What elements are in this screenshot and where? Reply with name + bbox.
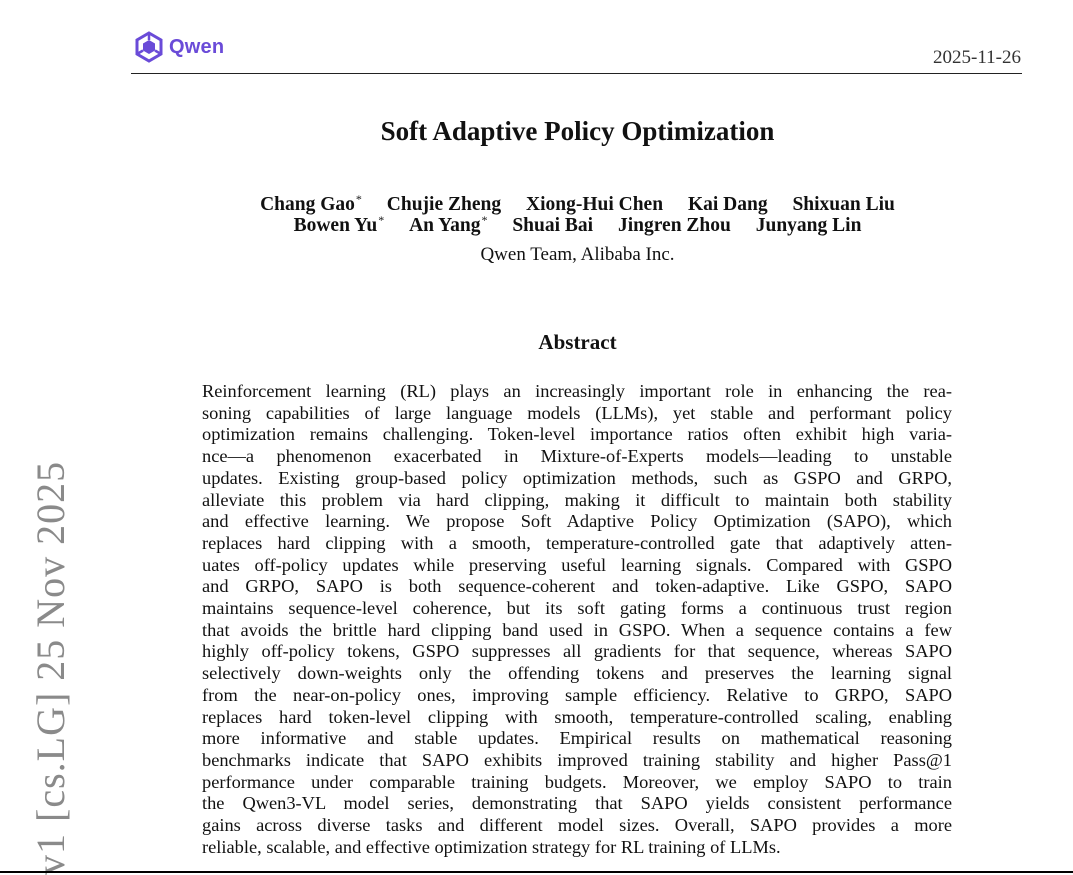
arxiv-stamp: v1 [cs.LG] 25 Nov 2025 bbox=[28, 460, 73, 875]
abstract-line: optimization remains challenging. Token-level importance ratios often exhibit high varia- bbox=[202, 424, 952, 445]
abstract-line: gains across diverse tasks and different model sizes. Overall, SAPO provides a more bbox=[202, 815, 952, 836]
abstract-line: replaces hard clipping with a smooth, temperature-controlled gate that adaptively atten- bbox=[202, 532, 952, 553]
author: Shixuan Liu bbox=[792, 194, 895, 215]
qwen-logo bbox=[133, 30, 224, 64]
author-list-line-1 bbox=[0, 194, 1073, 216]
logo-text: Qwen bbox=[169, 35, 225, 58]
affiliation: Qwen Team, Alibaba Inc. bbox=[480, 244, 675, 265]
author: Chang Gao* bbox=[260, 192, 362, 215]
author: An Yang* bbox=[409, 213, 488, 236]
author: Kai Dang bbox=[687, 194, 768, 215]
author: Jingren Zhou bbox=[617, 215, 731, 236]
abstract-line: and effective learning. We propose Soft Adaptive Policy Optimization (SAPO), which bbox=[202, 511, 952, 532]
abstract-line: and GRPO, SAPO is both sequence-coherent and token-adaptive. Like GSPO, SAPO bbox=[202, 576, 952, 597]
author: Xiong-Hui Chen bbox=[525, 194, 664, 215]
abstract-line: replaces hard token-level clipping with smooth, temperature-controlled scaling, enabling bbox=[202, 706, 952, 727]
abstract-line: alleviate this problem via hard clipping, making it difficult to maintain both stability bbox=[202, 489, 952, 510]
abstract-body bbox=[202, 381, 952, 858]
paper-title: Soft Adaptive Policy Optimization bbox=[380, 116, 775, 146]
paper-date: 2025-11-26 bbox=[933, 47, 1021, 68]
abstract-line: reliable, scalable, and effective optimization strategy for RL training of LLMs. bbox=[202, 836, 781, 857]
abstract-line: benchmarks indicate that SAPO exhibits improved training stability and higher Pass@1 bbox=[202, 749, 952, 770]
author-list-line-2 bbox=[0, 215, 1073, 237]
abstract-line: that avoids the brittle hard clipping band used in GSPO. When a sequence contains a few bbox=[202, 619, 952, 640]
author: Bowen Yu* bbox=[293, 213, 385, 236]
abstract-line: nce—a phenomenon exacerbated in Mixture-of-Experts models—leading to unstable bbox=[202, 446, 952, 467]
header-divider bbox=[131, 73, 1022, 74]
abstract-line: highly off-policy tokens, GSPO suppresses all gradients for that sequence, whereas SAPO bbox=[202, 641, 952, 662]
abstract-line: Reinforcement learning (RL) plays an increasingly important role in enhancing the rea- bbox=[202, 381, 952, 401]
qwen-logo-icon bbox=[133, 31, 165, 63]
abstract-line: uates off-policy updates while preserving useful learning signals. Compared with GSPO bbox=[202, 554, 952, 575]
abstract-line: performance under comparable training budgets. Moreover, we employ SAPO to train bbox=[202, 771, 952, 792]
abstract-line: maintains sequence-level coherence, but its soft gating forms a continuous trust region bbox=[202, 598, 952, 619]
abstract-line: soning capabilities of large language models (LLMs), yet stable and performant policy bbox=[202, 402, 952, 423]
abstract-line: updates. Existing group-based policy optimization methods, such as GSPO and GRPO, bbox=[202, 467, 952, 488]
author: Junyang Lin bbox=[755, 215, 862, 236]
abstract-heading: Abstract bbox=[538, 330, 617, 354]
abstract-line: from the near-on-policy ones, improving sample efficiency. Relative to GRPO, SAPO bbox=[202, 684, 952, 705]
abstract-line: selectively down-weights only the offending tokens and preserves the learning signal bbox=[202, 663, 952, 684]
bottom-divider bbox=[0, 871, 1073, 873]
abstract-line: more informative and stable updates. Empirical results on mathematical reasoning bbox=[202, 728, 952, 749]
author: Chujie Zheng bbox=[386, 194, 502, 215]
abstract-line: the Qwen3-VL model series, demonstrating that SAPO yields consistent performance bbox=[202, 793, 952, 814]
author: Shuai Bai bbox=[512, 215, 594, 236]
